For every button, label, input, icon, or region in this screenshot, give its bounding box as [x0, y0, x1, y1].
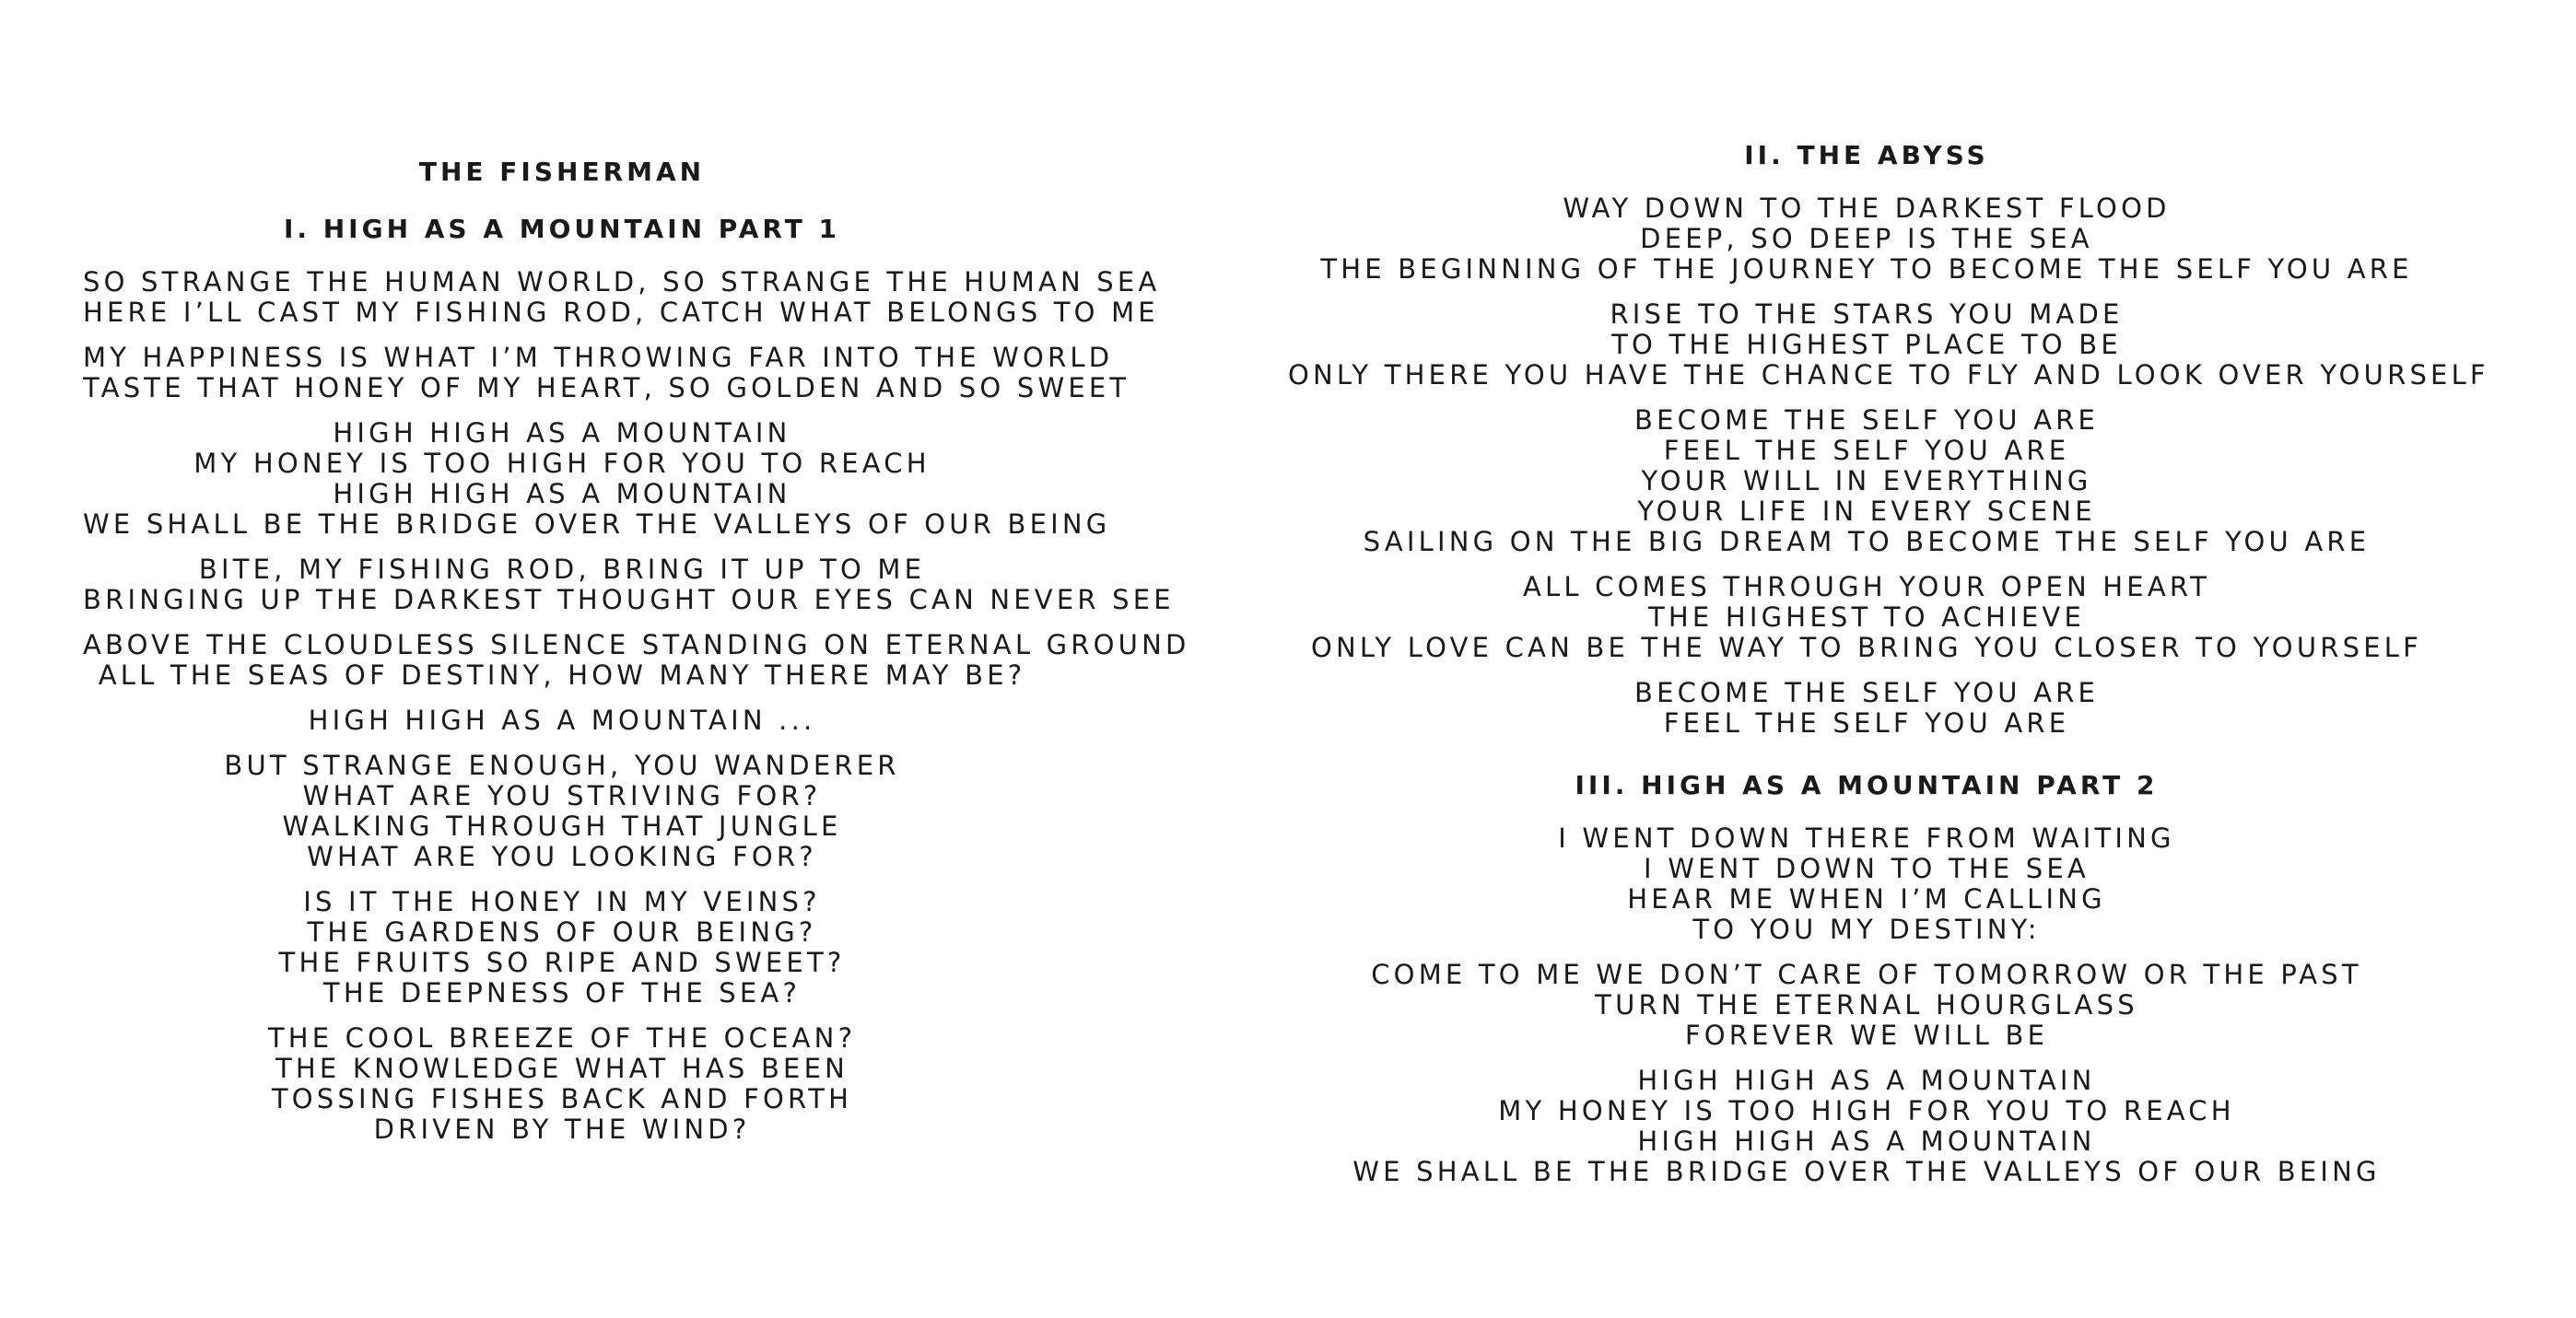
- stanza: [1288, 1066, 2445, 1187]
- lyric-line: COME TO ME WE DON’T CARE OF TOMORROW OR THE PAST: [1371, 959, 2362, 990]
- lyric-line: TURN THE ETERNAL HOURGLASS: [1595, 989, 2138, 1021]
- lyric-line: BRINGING UP THE DARKEST THOUGHT OUR EYES CAN NEVER SEE: [83, 584, 1175, 615]
- lyric-line: HIGH HIGH AS A MOUNTAIN ...: [308, 705, 816, 736]
- lyric-line: MY HONEY IS TOO HIGH FOR YOU TO REACH: [193, 448, 931, 479]
- lyric-line: WAY DOWN TO THE DARKEST FLOOD: [1563, 192, 2171, 224]
- right-page: [1288, 0, 2576, 1318]
- lyric-line: HIGH HIGH AS A MOUNTAIN: [333, 417, 791, 449]
- lyric-line: THE DEEPNESS OF THE SEA?: [322, 977, 802, 1009]
- stanza: [1288, 823, 2445, 945]
- lyric-line: THE KNOWLEDGE WHAT HAS BEEN: [275, 1053, 849, 1084]
- stanza: [83, 554, 1175, 615]
- lyric-line: TASTE THAT HONEY OF MY HEART, SO GOLDEN AND SO SWEET: [83, 372, 1130, 403]
- lyric-line: IS IT THE HONEY IN MY VEINS?: [303, 886, 821, 917]
- lyric-line: DRIVEN BY THE WIND?: [373, 1114, 751, 1145]
- lyric-line: FOREVER WE WILL BE: [1684, 1020, 2049, 1051]
- lyric-line: FEEL THE SELF YOU ARE: [1663, 435, 2070, 466]
- lyric-line: WE SHALL BE THE BRIDGE OVER THE VALLEYS OF OUR BEING: [1352, 1156, 2381, 1187]
- lyric-line: THE GARDENS OF OUR BEING?: [307, 916, 817, 948]
- stanza: [83, 417, 1111, 540]
- lyric-line: FEEL THE SELF YOU ARE: [1663, 707, 2070, 739]
- lyric-line: WE SHALL BE THE BRIDGE OVER THE VALLEYS OF OUR BEING: [83, 508, 1111, 540]
- stanza: [83, 751, 1041, 872]
- lyric-line: THE COOL BREEZE OF THE OCEAN?: [267, 1022, 857, 1054]
- stanza: [83, 266, 1161, 328]
- stanza: [1288, 193, 2445, 285]
- lyric-line: RISE TO THE STARS YOU MADE: [1610, 298, 2124, 330]
- left-column: [83, 157, 1190, 1160]
- lyric-line: HIGH HIGH AS A MOUNTAIN: [1637, 1065, 2096, 1096]
- lyric-line: THE HIGHEST TO ACHIEVE: [1648, 601, 2085, 633]
- lyric-line: HIGH HIGH AS A MOUNTAIN: [1637, 1126, 2096, 1157]
- stanza: [1288, 960, 2445, 1051]
- lyric-line: TOSSING FISHES BACK AND FORTH: [271, 1083, 853, 1114]
- lyric-line: MY HAPPINESS IS WHAT I’M THROWING FAR INTO THE WORLD: [83, 342, 1114, 373]
- stanza: [1288, 572, 2445, 663]
- stanza: [83, 342, 1130, 403]
- right-column: [1288, 140, 2489, 1202]
- lyric-line: BITE, MY FISHING ROD, BRING IT UP TO ME: [198, 554, 926, 585]
- lyric-line: MY HONEY IS TOO HIGH FOR YOU TO REACH: [1498, 1095, 2235, 1126]
- lyric-line: TO THE HIGHEST PLACE TO BE: [1611, 329, 2122, 360]
- lyric-line: BECOME THE SELF YOU ARE: [1633, 404, 2100, 436]
- stanza: [83, 706, 1041, 736]
- lyric-line: THE FRUITS SO RIPE AND SWEET?: [278, 947, 846, 978]
- part2-title: II. THE ABYSS: [1744, 140, 1989, 170]
- lyric-line: ALL THE SEAS OF DESTINY, HOW MANY THERE MAY BE?: [98, 659, 1026, 691]
- part1-title: I. HIGH AS A MOUNTAIN PART 1: [283, 214, 841, 244]
- lyric-line: YOUR LIFE IN EVERY SCENE: [1637, 496, 2096, 527]
- stanza: [83, 887, 1041, 1009]
- song-title: THE FISHERMAN: [418, 157, 706, 187]
- lyric-line: SO STRANGE THE HUMAN WORLD, SO STRANGE THE HUMAN SEA: [83, 266, 1161, 297]
- lyric-line: I WENT DOWN TO THE SEA: [1644, 853, 2090, 884]
- stanza: [1288, 405, 2445, 557]
- lyric-line: WALKING THROUGH THAT JUNGLE: [282, 811, 842, 842]
- lyric-line: SAILING ON THE BIG DREAM TO BECOME THE SELF YOU ARE: [1363, 526, 2371, 557]
- lyric-line: ONLY THERE YOU HAVE THE CHANCE TO FLY AND LOOK OVER YOURSELF: [1288, 359, 2489, 391]
- lyric-line: BUT STRANGE ENOUGH, YOU WANDERER: [224, 750, 900, 781]
- lyric-line: HIGH HIGH AS A MOUNTAIN: [333, 478, 791, 509]
- lyric-line: TO YOU MY DESTINY:: [1692, 914, 2041, 945]
- lyric-line: BECOME THE SELF YOU ARE: [1633, 677, 2100, 708]
- lyric-line: I WENT DOWN THERE FROM WAITING: [1558, 822, 2175, 854]
- lyric-line: ONLY LOVE CAN BE THE WAY TO BRING YOU CLOSER TO YOURSELF: [1311, 632, 2422, 663]
- lyric-line: WHAT ARE YOU STRIVING FOR?: [302, 780, 822, 811]
- lyric-line: DEEP, SO DEEP IS THE SEA: [1640, 223, 2093, 254]
- lyric-line: THE BEGINNING OF THE JOURNEY TO BECOME THE SELF YOU ARE: [1320, 253, 2413, 285]
- part3-lyrics: [1288, 823, 2445, 1187]
- lyric-line: WHAT ARE YOU LOOKING FOR?: [307, 841, 817, 872]
- part3-title: III. HIGH AS A MOUNTAIN PART 2: [1575, 770, 2159, 800]
- lyric-line: HEAR ME WHEN I’M CALLING: [1627, 883, 2106, 915]
- stanza: [83, 1023, 1041, 1145]
- stanza: [1288, 678, 2445, 739]
- stanza: [1288, 298, 2489, 391]
- lyric-line: YOUR WILL IN EVERYTHING: [1641, 465, 2092, 496]
- part2-lyrics: [1288, 192, 2489, 739]
- lyric-line: ABOVE THE CLOUDLESS SILENCE STANDING ON ETERNAL GROUND: [83, 629, 1190, 660]
- part1-lyrics: [83, 266, 1190, 1145]
- stanza: [83, 629, 1190, 691]
- lyric-line: ALL COMES THROUGH YOUR OPEN HEART: [1522, 571, 2211, 602]
- lyric-line: HERE I’LL CAST MY FISHING ROD, CATCH WHAT BELONGS TO ME: [83, 297, 1159, 328]
